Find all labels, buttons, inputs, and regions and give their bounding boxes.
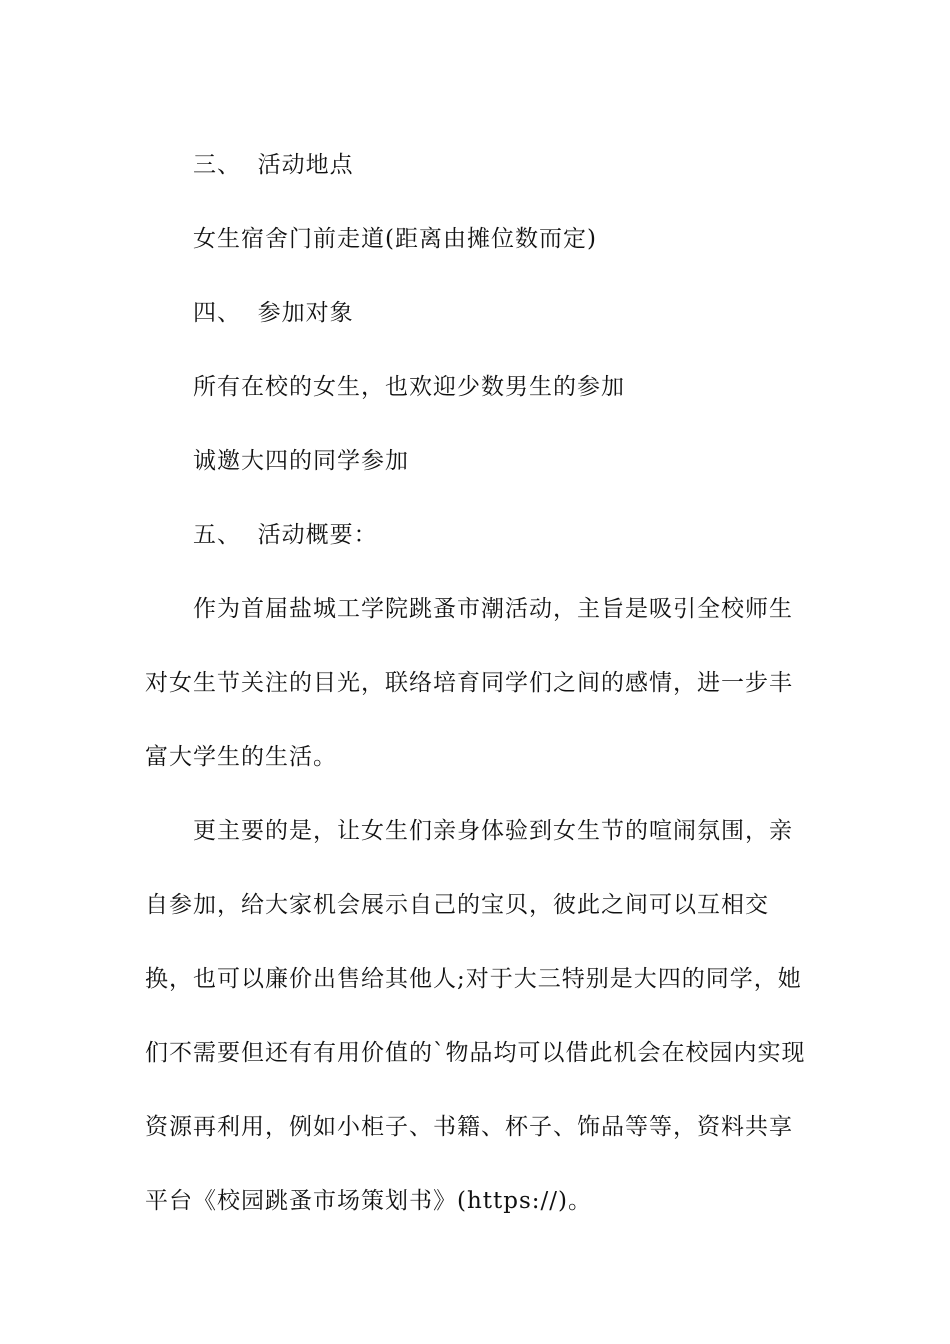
section-heading-participants: 四、 参加对象 [193, 300, 354, 326]
section-heading-overview: 五、 活动概要： [193, 522, 378, 548]
overview-paragraph-2: 更主要的是，让女生们亲身体验到女生节的喧闹氛围，亲自参加，给大家机会展示自己的宝贝，彼此之间可以互相交换，也可以廉价出售给其他人;对于大三特别是大四的同学，她们不需要但还有有用价值的`物品均可以借此机会在校园内实现资源再利用，例如小柜子、书籍、杯子、饰品等等，资料共享平台《校园跳蚤市场策划书》(https://)。 [145, 818, 806, 1214]
invitation-paragraph: 诚邀大四的同学参加 [193, 448, 409, 474]
participants-paragraph: 所有在校的女生，也欢迎少数男生的参加 [193, 374, 625, 400]
section-heading-location: 三、 活动地点 [193, 152, 354, 178]
location-paragraph: 女生宿舍门前走道(距离由摊位数而定) [193, 226, 597, 252]
document-body [145, 128, 810, 1238]
overview-paragraph-1: 作为首届盐城工学院跳蚤市潮活动，主旨是吸引全校师生对女生节关注的目光，联络培育同学们之间的感情，进一步丰富大学生的生活。 [145, 596, 793, 770]
